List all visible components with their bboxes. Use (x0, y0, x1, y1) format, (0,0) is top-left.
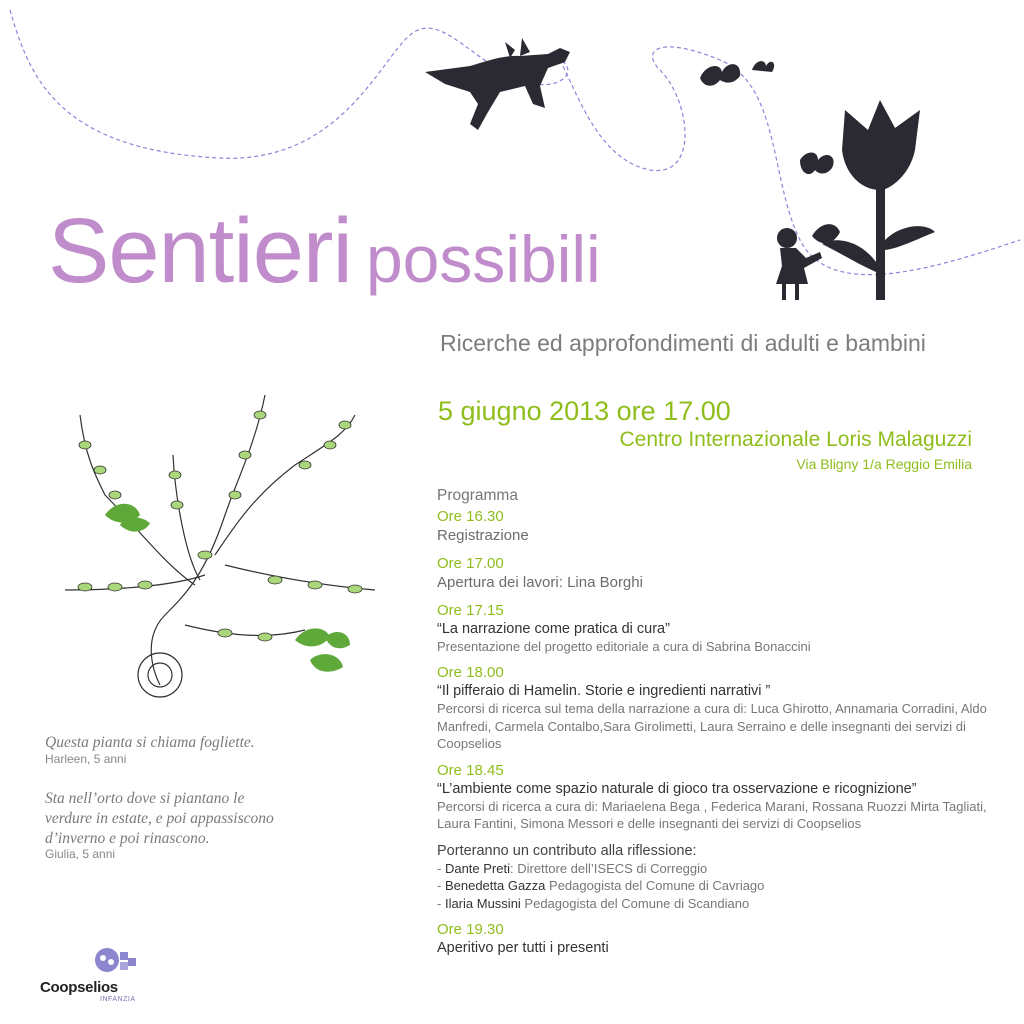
program-title: “Il pifferaio di Hamelin. Storie e ingredienti narrativi ” (437, 683, 771, 699)
quote-1-text: Questa pianta si chiama fogliette. (45, 734, 255, 751)
program-description: Percorsi di ricerca sul tema della narrazione a cura di: Luca Ghirotto, Annamaria Corradini, Aldo Manfredi, Carmela Contalbo,Sara Girolimetti, Laura Serraino e delle insegnanti dei servizi di Coopselios (437, 701, 987, 751)
child-silhouette-icon (776, 224, 840, 300)
program-time: Ore 18.45 (437, 761, 504, 779)
logo-subtitle: INFANZIA (100, 996, 136, 1003)
puzzle-icon (40, 944, 150, 974)
title-word-1: Sentieri (48, 200, 352, 302)
event-date: 5 giugno 2013 ore 17.00 (438, 396, 731, 426)
program-item (437, 508, 997, 546)
contributions (437, 842, 997, 913)
title-word-2: possibili (365, 222, 601, 296)
quote-2 (45, 789, 274, 849)
contributor-role: Pedagogista del Comune di Scandiano (520, 895, 750, 911)
contributor-name: Dante Preti (444, 860, 510, 876)
program-time: Ore 19.30 (437, 921, 504, 938)
flower-silhouette-icon (822, 100, 935, 300)
program-section (437, 487, 997, 966)
contributor-name: Ilaria Mussini (444, 895, 521, 911)
program-description: Percorsi di ricerca a cura di: Mariaelena Bega , Federica Marani, Rossana Ruozzi Mirta Tagliati, Laura Fantini, Simona Messori e delle insegnanti dei servizi di Coopselios (437, 798, 987, 831)
contributor-role: Pedagogista del Comune di Cavriago (545, 878, 765, 893)
program-item-final (437, 921, 997, 957)
quote-1-author: Harleen, 5 anni (45, 752, 127, 766)
program-item (437, 555, 997, 593)
quote-2-line: d’inverno e poi rinascono. (45, 830, 210, 847)
quote-2-line: Sta nell’orto dove si piantano le (45, 790, 245, 807)
program-heading: Programma (437, 487, 518, 504)
contributor: - Ilaria Mussini Pedagogista del Comune di Scandiano (437, 895, 750, 911)
butterfly-icon (800, 153, 834, 175)
page-title (48, 200, 601, 302)
contributor-role: : Direttore dell’ISECS di Correggio (510, 860, 708, 876)
program-time: Ore 18.00 (437, 664, 504, 681)
program-title: “L’ambiente come spazio naturale di gioco tra osservazione e ricognizione” (437, 780, 917, 797)
program-title: “La narrazione come pratica di cura” (437, 620, 670, 637)
plant-drawing (25, 375, 400, 715)
contributions-heading: Porteranno un contributo alla riflessione: (437, 842, 697, 859)
contributor: - Benedetta Gazza Pedagogista del Comune di Cavriago (437, 878, 765, 893)
program-item (437, 664, 997, 753)
program-time: Ore 17.00 (437, 554, 504, 572)
program-item (437, 602, 997, 656)
quote-2-author: Giulia, 5 anni (45, 847, 116, 861)
quote-1 (45, 733, 255, 753)
program-description: Presentazione del progetto editoriale a cura di Sabrina Bonaccini (437, 638, 811, 654)
event-venue: Centro Internazionale Loris Malaguzzi (619, 428, 972, 451)
butterfly-icon (700, 61, 774, 86)
program-time: Ore 16.30 (437, 507, 504, 525)
program-time: Ore 17.15 (437, 601, 504, 619)
subtitle: Ricerche ed approfondimenti di adulti e bambini (440, 330, 926, 356)
contributor-name: Benedetta Gazza (444, 878, 546, 893)
event-address: Via Bligny 1/a Reggio Emilia (796, 456, 972, 472)
contributor: - Dante Preti: Direttore dell’ISECS di Correggio (437, 860, 708, 876)
program-activity: Aperitivo per tutti i presenti (437, 940, 609, 956)
quote-2-line: verdure in estate, e poi appassiscono (45, 810, 274, 827)
program-activity: Registrazione (437, 526, 529, 544)
logo-name: Coopselios (40, 979, 118, 996)
program-activity: Apertura dei lavori: Lina Borghi (437, 573, 643, 591)
program-item (437, 762, 997, 833)
coopselios-logo (40, 944, 150, 1003)
